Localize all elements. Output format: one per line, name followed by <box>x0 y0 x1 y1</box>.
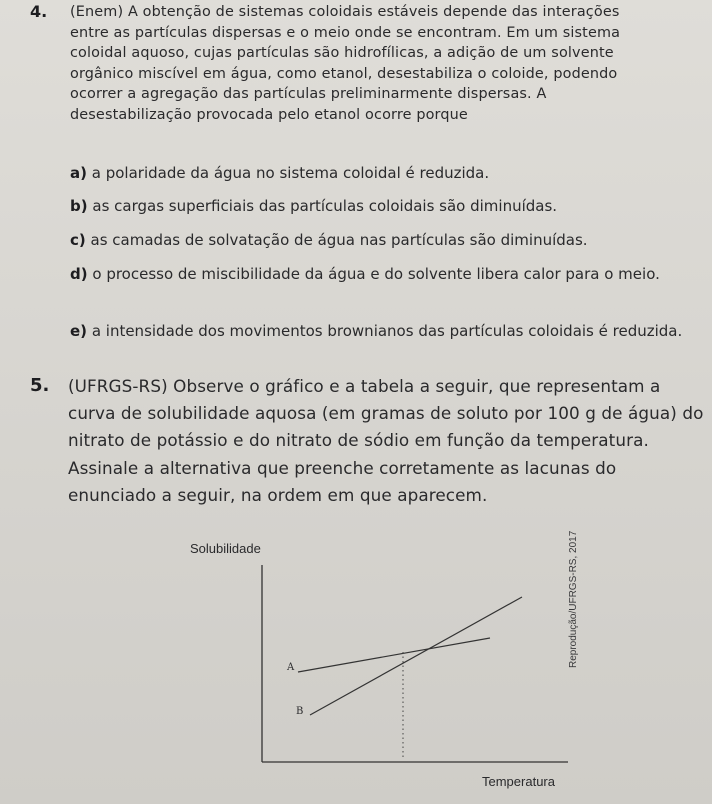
alternative-letter: b) <box>70 197 88 215</box>
alternative-text: as camadas de solvatação de água nas partículas são diminuídas. <box>90 231 588 249</box>
alternative-text: a polaridade da água no sistema coloidal é reduzida. <box>91 164 490 182</box>
question-5-stem: (UFRGS-RS) Observe o gráfico e a tabela a seguir, que representam a curva de solubilidade aquosa (em gramas de soluto por 100 g de água) do nitrato de potássio e do nitrato de sódio em função da temperatura. Assinale a alternativa que preenche corretamente as lacunas do enunciado a seguir, na ordem em que aparecem. <box>68 376 704 505</box>
alternative-text: as cargas superficiais das partículas coloidais são diminuídas. <box>92 197 558 215</box>
chart-line-b <box>310 597 522 715</box>
chart-label-b: B <box>296 706 304 717</box>
chart-x-axis-label: Temperatura <box>482 774 555 789</box>
question-4-number: 4. <box>30 2 48 21</box>
question-5-number: 5. <box>30 375 50 396</box>
image-credit: Reprodução/UFRGS-RS, 2017 <box>568 530 579 668</box>
chart-label-a: A <box>287 662 295 673</box>
chart-line-a <box>298 638 490 672</box>
alternative-text: a intensidade dos movimentos brownianos das partículas coloidais é reduzida. <box>91 322 683 340</box>
alternative-letter: c) <box>70 231 86 249</box>
alternative-letter: d) <box>70 265 88 283</box>
alternative-text: o processo de miscibilidade da água e do solvente libera calor para o meio. <box>92 265 660 283</box>
alternative-letter: a) <box>70 164 87 182</box>
alternative-letter: e) <box>70 322 88 340</box>
chart-y-axis-label: Solubilidade <box>190 541 261 556</box>
question-4-stem: (Enem) A obtenção de sistemas coloidais estáveis depende das interações entre as partículas dispersas e o meio onde se encontram. Em um sistema coloidal aquoso, cujas partículas são hidrofílicas, a adição de um solvente orgânico miscível em água, como etanol, desestabiliza o coloide, podendo ocorrer a agregação das partículas preliminarmente dispersas. A desestabilização provocada pelo etanol ocorre porque <box>70 4 621 123</box>
